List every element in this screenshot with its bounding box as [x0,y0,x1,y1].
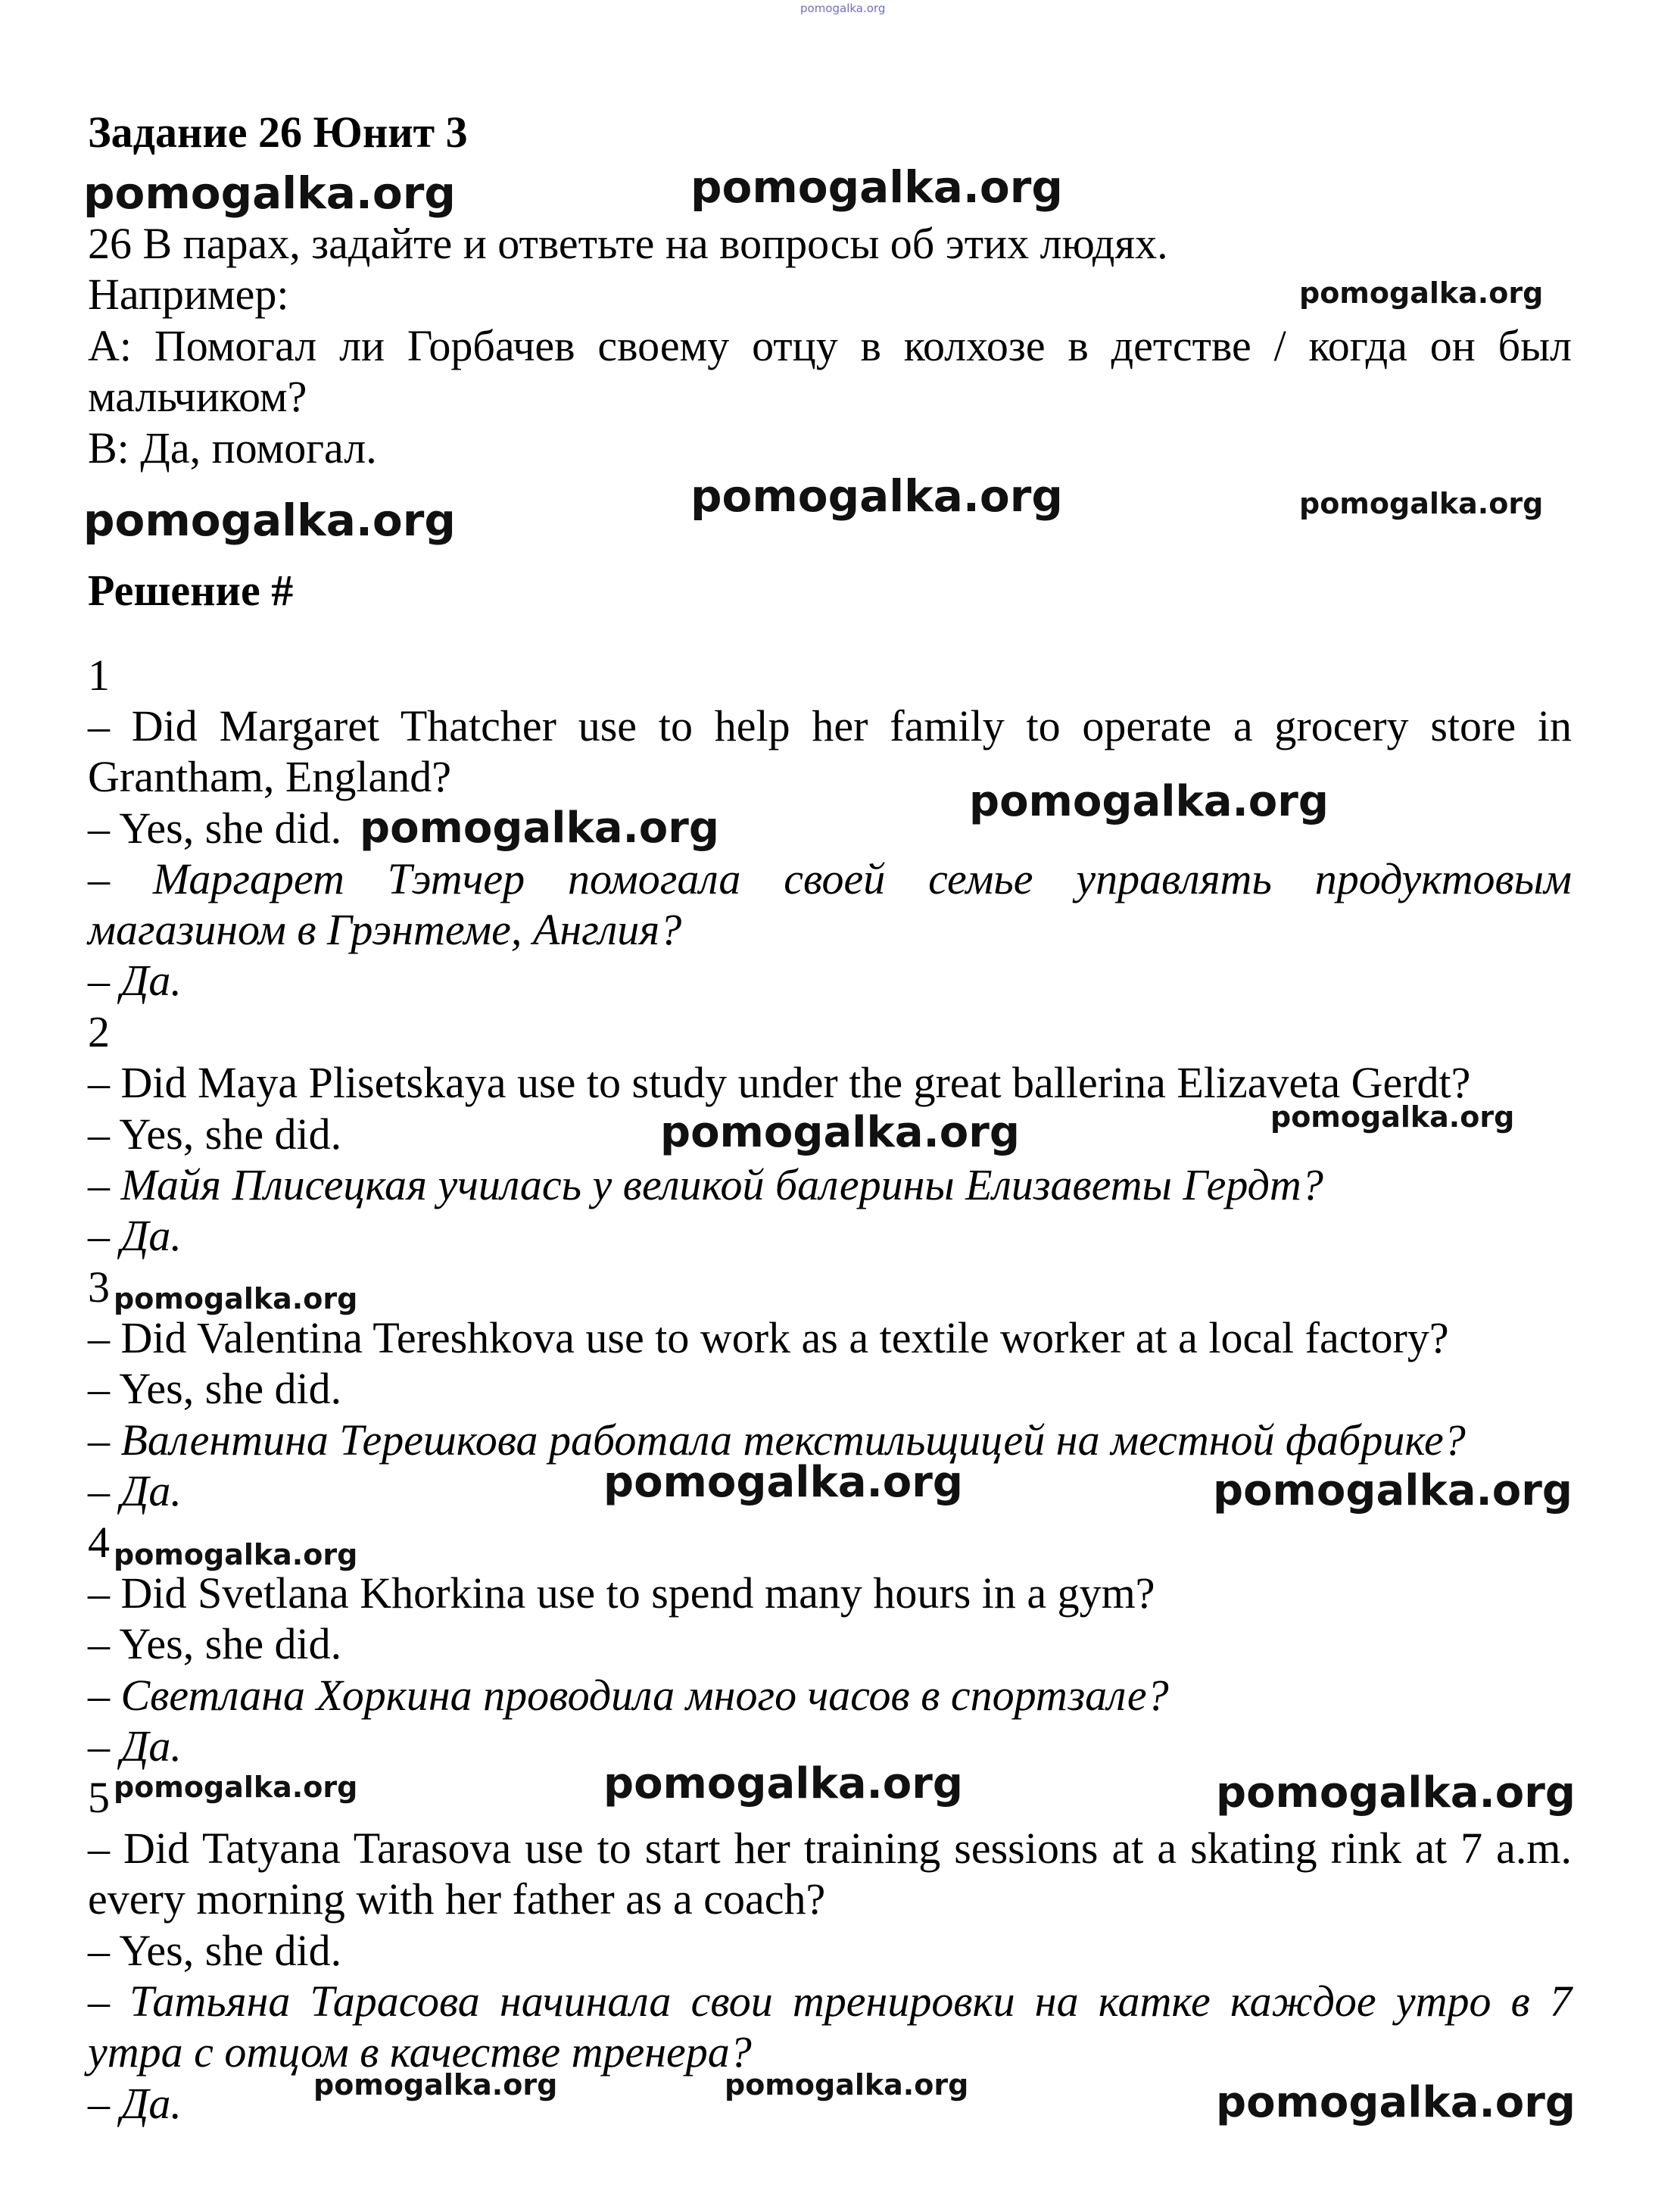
answer: – Yes, she did. [88,803,342,853]
watermark: pomogalka.org [969,777,1329,826]
watermark: pomogalka.org [1299,487,1544,520]
item-number: 4 [88,1518,110,1567]
item-number: 5 [88,1773,110,1822]
question-line-1: – Did Tatyana Tarasova use to start her training sessions at a skating rink at 7 a.m. [88,1824,1572,1873]
task-instruction: 26 В парах, задайте и ответьте на вопросы об этих людях. [88,219,1168,268]
watermark: pomogalka.org [114,1771,358,1804]
example-b: B: Да, помогал. [88,423,377,473]
question-line-2: every morning with her father as a coach? [88,1874,826,1924]
example-label: Например: [88,270,289,319]
item-number: 3 [88,1262,110,1312]
watermark: pomogalka.org [690,161,1063,213]
translation-line-1: – Татьяна Тарасова начинала свои тренировки на катке каждое утро в 7 [88,1977,1572,2026]
question-line-1: – Did Valentina Tereshkova use to work as a textile worker at a local factory? [88,1313,1449,1362]
watermark: pomogalka.org [83,495,456,546]
solution-heading: Решение # [88,566,294,615]
watermark: pomogalka.org [690,470,1063,522]
watermark: pomogalka.org [114,1282,358,1315]
watermark: pomogalka.org [603,1458,963,1507]
watermark: pomogalka.org [114,1538,358,1571]
translation-line-2: утра с отцом в качестве тренера? [88,2027,752,2077]
translation-line-1: – Светлана Хоркина проводила много часов в спортзале? [88,1671,1169,1720]
watermark: pomogalka.org [1216,1768,1576,1818]
translation-answer: – Да. [88,1466,182,1515]
translation-answer: – Да. [88,956,182,1005]
top-watermark: pomogalka.org [800,2,886,15]
answer: – Yes, she did. [88,1109,342,1159]
example-a-line-1: A: Помогал ли Горбачев своему отцу в колхозе в детстве / когда он был [88,321,1572,370]
question-line-1: – Did Svetlana Khorkina use to spend many hours in a gym? [88,1568,1155,1618]
translation-answer: – Да. [88,1211,182,1260]
answer: – Yes, she did. [88,1364,342,1413]
translation-line-1: – Майя Плисецкая училась у великой балерины Елизаветы Гердт? [88,1160,1323,1209]
translation-answer: – Да. [88,1721,182,1771]
page-title: Задание 26 Юнит 3 [88,108,468,157]
question-line-1: – Did Maya Plisetskaya use to study under the great ballerina Elizaveta Gerdt? [88,1058,1471,1107]
question-line-2: Grantham, England? [88,752,451,801]
watermark: pomogalka.org [603,1759,963,1808]
item-number: 2 [88,1007,110,1056]
watermark: pomogalka.org [1270,1100,1515,1134]
watermark: pomogalka.org [660,1108,1020,1157]
watermark: pomogalka.org [1216,2078,1576,2127]
question-line-1: – Did Margaret Thatcher use to help her family to operate a grocery store in [88,701,1572,750]
watermark: pomogalka.org [1213,1466,1572,1515]
answer: – Yes, she did. [88,1619,342,1668]
watermark: pomogalka.org [1299,276,1544,310]
translation-line-1: – Валентина Терешкова работала текстильщицей на местной фабрике? [88,1415,1466,1465]
translation-line-2: магазином в Грэнтеме, Англия? [88,905,682,954]
watermark: pomogalka.org [725,2068,969,2101]
watermark: pomogalka.org [83,167,456,219]
watermark: pomogalka.org [313,2068,558,2101]
watermark: pomogalka.org [360,803,719,853]
translation-answer: – Да. [88,2079,182,2128]
item-number: 1 [88,651,110,700]
example-a-line-2: мальчиком? [88,372,307,421]
answer: – Yes, she did. [88,1926,342,1975]
translation-line-1: – Маргарет Тэтчер помогала своей семье управлять продуктовым [88,854,1572,903]
